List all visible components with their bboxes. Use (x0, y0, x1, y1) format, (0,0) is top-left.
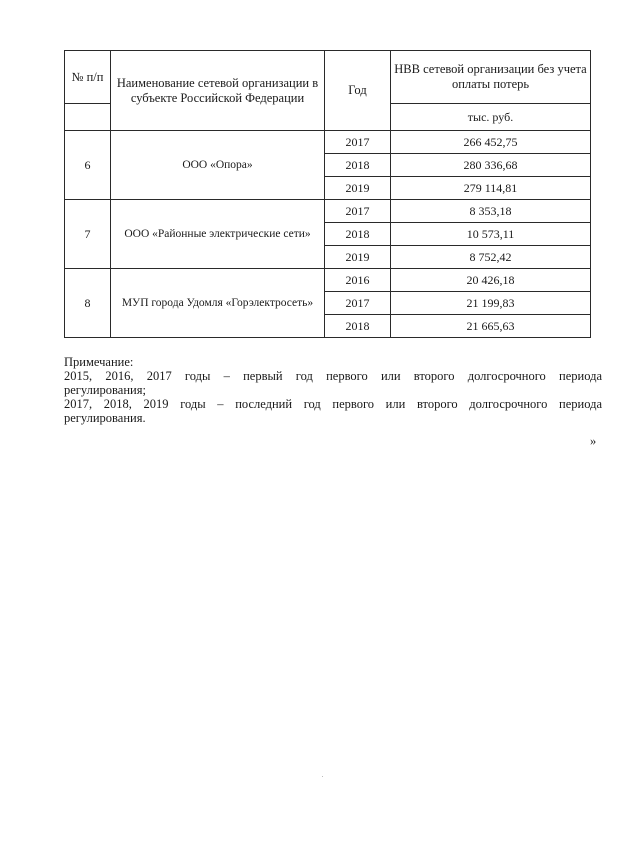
note-line-1b: регулирования; (64, 383, 146, 397)
year-cell: 2018 (325, 154, 391, 177)
header-num-blank (65, 104, 111, 131)
note-line-1a: 2015, 2016, 2017 годы – первый год первого или второго долгосрочного периода (64, 369, 602, 383)
year-cell: 2017 (325, 200, 391, 223)
org-name: МУП города Удомля «Горэлектросеть» (111, 269, 325, 338)
value-cell: 21 665,63 (391, 315, 591, 338)
org-name: ООО «Опора» (111, 131, 325, 200)
row-num: 7 (65, 200, 111, 269)
header-org-name: Наименование сетевой организации в субъекте Российской Федерации (111, 51, 325, 131)
scan-speck (322, 776, 323, 777)
value-cell: 266 452,75 (391, 131, 591, 154)
table-row (65, 269, 591, 292)
header-num: № п/п (65, 51, 111, 104)
year-cell: 2016 (325, 269, 391, 292)
year-cell: 2019 (325, 177, 391, 200)
table-row (65, 131, 591, 154)
header-unit: тыс. руб. (391, 104, 591, 131)
year-cell: 2018 (325, 315, 391, 338)
year-cell: 2017 (325, 131, 391, 154)
row-num: 6 (65, 131, 111, 200)
year-cell: 2018 (325, 223, 391, 246)
value-cell: 10 573,11 (391, 223, 591, 246)
header-nvv: НВВ сетевой организации без учета оплаты потерь (391, 51, 591, 104)
header-year: Год (325, 51, 391, 131)
tariff-table (64, 50, 591, 338)
year-cell: 2017 (325, 292, 391, 315)
note-line-2b: регулирования. (64, 411, 146, 425)
closing-quote: » (590, 434, 597, 448)
value-cell: 20 426,18 (391, 269, 591, 292)
table-row (65, 200, 591, 223)
value-cell: 279 114,81 (391, 177, 591, 200)
note-line-2a: 2017, 2018, 2019 годы – последний год первого или второго долгосрочного периода (64, 397, 602, 411)
note-block (64, 355, 602, 425)
value-cell: 280 336,68 (391, 154, 591, 177)
org-name: ООО «Районные электрические сети» (111, 200, 325, 269)
value-cell: 8 353,18 (391, 200, 591, 223)
row-num: 8 (65, 269, 111, 338)
value-cell: 8 752,42 (391, 246, 591, 269)
value-cell: 21 199,83 (391, 292, 591, 315)
note-title: Примечание: (64, 355, 134, 369)
year-cell: 2019 (325, 246, 391, 269)
